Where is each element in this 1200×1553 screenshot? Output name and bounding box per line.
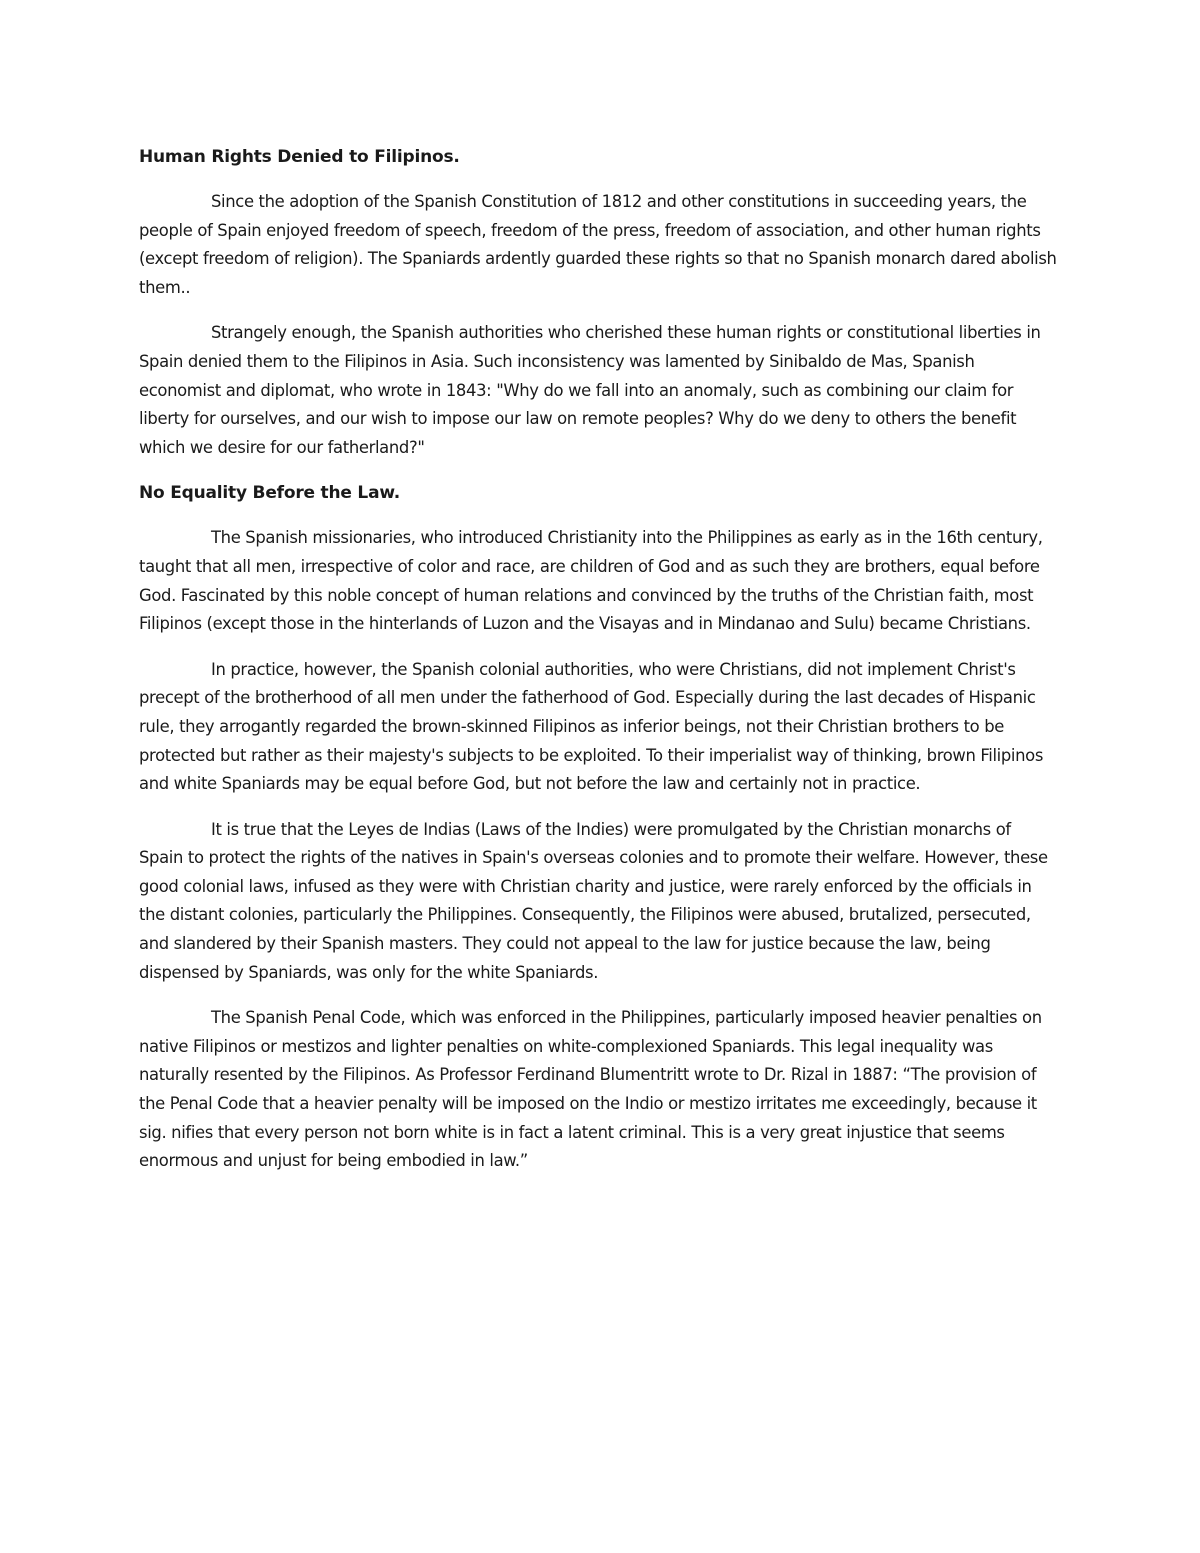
heading-no-equality: No Equality Before the Law. bbox=[139, 483, 401, 504]
paragraph-penal-code: The Spanish Penal Code, which was enforced in the Philippines, particularly imposed heavier penalties on native Filipinos or mestizos and lighter penalties on white-complexioned Spaniards. This legal inequality was naturally resented by the Filipinos. As Professor Ferdinand Blumentritt wrote to Dr. Rizal in 1887: “The provision of the Penal Code that a heavier penalty will be imposed on the Indio or mestizo irritates me exceedingly, because it sig. nifies that every person not born white is in fact a latent criminal. This is a very great injustice that seems enormous and unjust for being embodied in law.” bbox=[139, 1008, 1042, 1171]
paragraph-spanish-missionaries: The Spanish missionaries, who introduced Christianity into the Philippines as early as in the 16th century, taught that all men, irrespective of color and race, are children of God and as such they are brothers, equal before God. Fascinated by this noble concept of human relations and convinced by the truths of the Christian faith, most Filipinos (except those in the hinterlands of Luzon and the Visayas and in Mindanao and Sulu) became Christians. bbox=[139, 528, 1043, 634]
paragraph-spanish-constitution: Since the adoption of the Spanish Constitution of 1812 and other constitutions in succeeding years, the people of Spain enjoyed freedom of speech, freedom of the press, freedom of association, and other human rights (except freedom of religion). The Spaniards ardently guarded these rights so that no Spanish monarch dared abolish them.. bbox=[139, 192, 1057, 297]
paragraph-leyes-de-indias: It is true that the Leyes de Indias (Laws of the Indies) were promulgated by the Christian monarchs of Spain to protect the rights of the natives in Spain's overseas colonies and to promote their welfare. However, these good colonial laws, infused as they were with Christian charity and justice, were rarely enforced by the officials in the distant colonies, particularly the Philippines. Consequently, the Filipinos were abused, brutalized, persecuted, and slandered by their Spanish masters. They could not appeal to the law for justice because the law, being dispensed by Spaniards, was only for the white Spaniards. bbox=[139, 819, 1048, 982]
paragraph-in-practice: In practice, however, the Spanish colonial authorities, who were Christians, did not implement Christ's precept of the brotherhood of all men under the fatherhood of God. Especially during the last decades of Hispanic rule, they arrogantly regarded the brown-skinned Filipinos as inferior beings, not their Christian brothers to be protected but rather as their majesty's subjects to be exploited. To their imperialist way of thinking, brown Filipinos and white Spaniards may be equal before God, but not before the law and certainly not in practice. bbox=[139, 659, 1044, 794]
heading-human-rights-denied: Human Rights Denied to Filipinos. bbox=[139, 147, 460, 167]
paragraph-strangely-enough: Strangely enough, the Spanish authorities who cherished these human rights or constitutional liberties in Spain denied them to the Filipinos in Asia. Such inconsistency was lamented by Sinibaldo de Mas, Spanish economist and diplomat, who wrote in 1843: "Why do we fall into an anomaly, such as combining our claim for liberty for ourselves, and our wish to impose our law on remote peoples? Why do we deny to others the benefit which we desire for our fatherland?" bbox=[139, 323, 1041, 457]
document-body bbox=[139, 143, 1057, 1193]
